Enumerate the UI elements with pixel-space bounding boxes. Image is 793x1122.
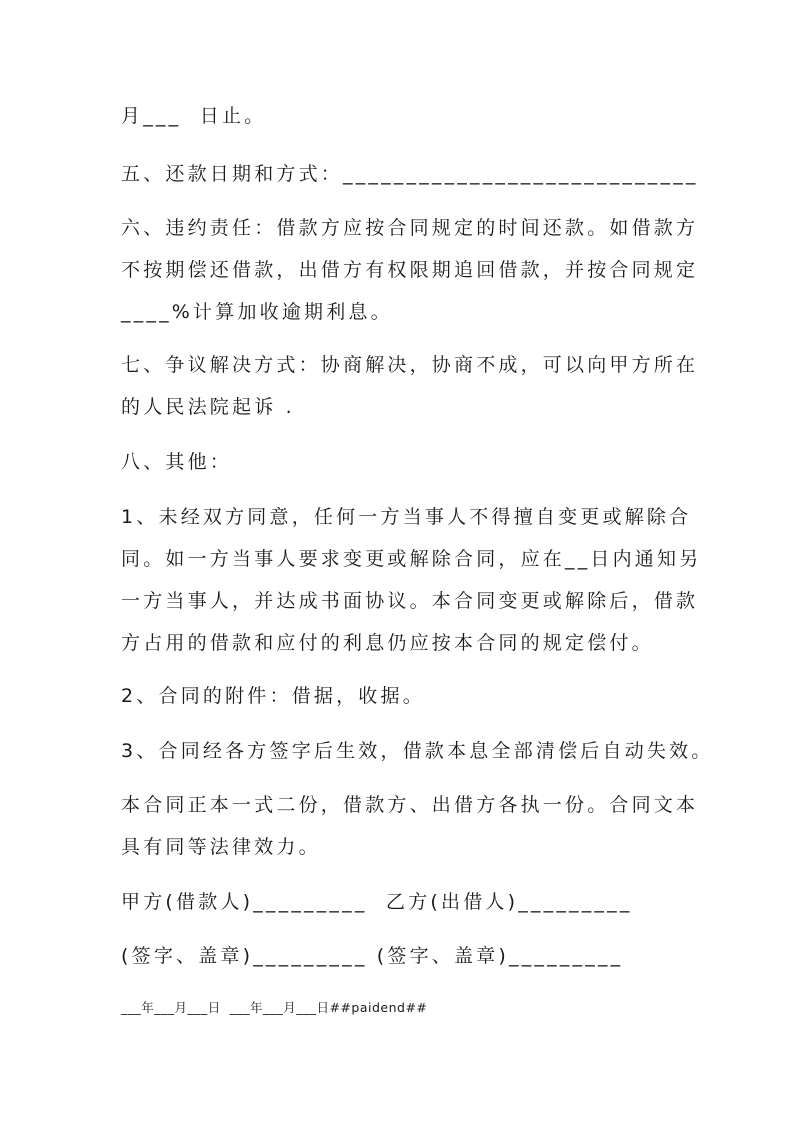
text-line-end-date: 月___ 日止。 [121, 105, 267, 127]
clause-8-2: 2、合同的附件：借据，收据。 [121, 685, 425, 707]
clause-8-heading: 八、其他： [121, 451, 233, 473]
signature-stamps: (签字、盖章)_________ (签字、盖章)_________ [121, 945, 624, 967]
clause-8-3: 3、合同经各方签字后生效，借款本息全部清偿后自动失效。 [121, 740, 714, 762]
signature-dates: ___年___月___日 ___年___月___日##paidend## [121, 1000, 428, 1015]
copies-line-2: 具有同等法律效力。 [121, 836, 321, 858]
clause-8-1-line-2: 同。如一方当事人要求变更或解除合同，应在__日内通知另 [121, 548, 702, 570]
clause-8-1-line-4: 方占用的借款和应付的利息仍应按本合同的规定偿付。 [121, 632, 654, 654]
clause-7-line-1: 七、争议解决方式：协商解决，协商不成，可以向甲方所在 [121, 354, 699, 376]
clause-5-repayment: 五、还款日期和方式：____________________________ [121, 163, 699, 185]
clause-6-line-2: 不按期偿还借款，出借方有权限期追回借款，并按合同规定 [121, 259, 699, 281]
clause-8-1-line-1: 1、未经双方同意，任何一方当事人不得擅自变更或解除合 [121, 506, 692, 528]
signature-parties: 甲方(借款人)_________ 乙方(出借人)_________ [121, 891, 633, 913]
copies-line-1: 本合同正本一式二份，借款方、出借方各执一份。合同文本 [121, 794, 699, 816]
clause-6-line-3: ____%计算加收逾期利息。 [121, 301, 393, 323]
clause-6-line-1: 六、违约责任：借款方应按合同规定的时间还款。如借款方 [121, 217, 699, 239]
clause-8-1-line-3: 一方当事人，并达成书面协议。本合同变更或解除后，借款 [121, 590, 699, 612]
clause-7-line-2: 的人民法院起诉 . [121, 396, 295, 418]
